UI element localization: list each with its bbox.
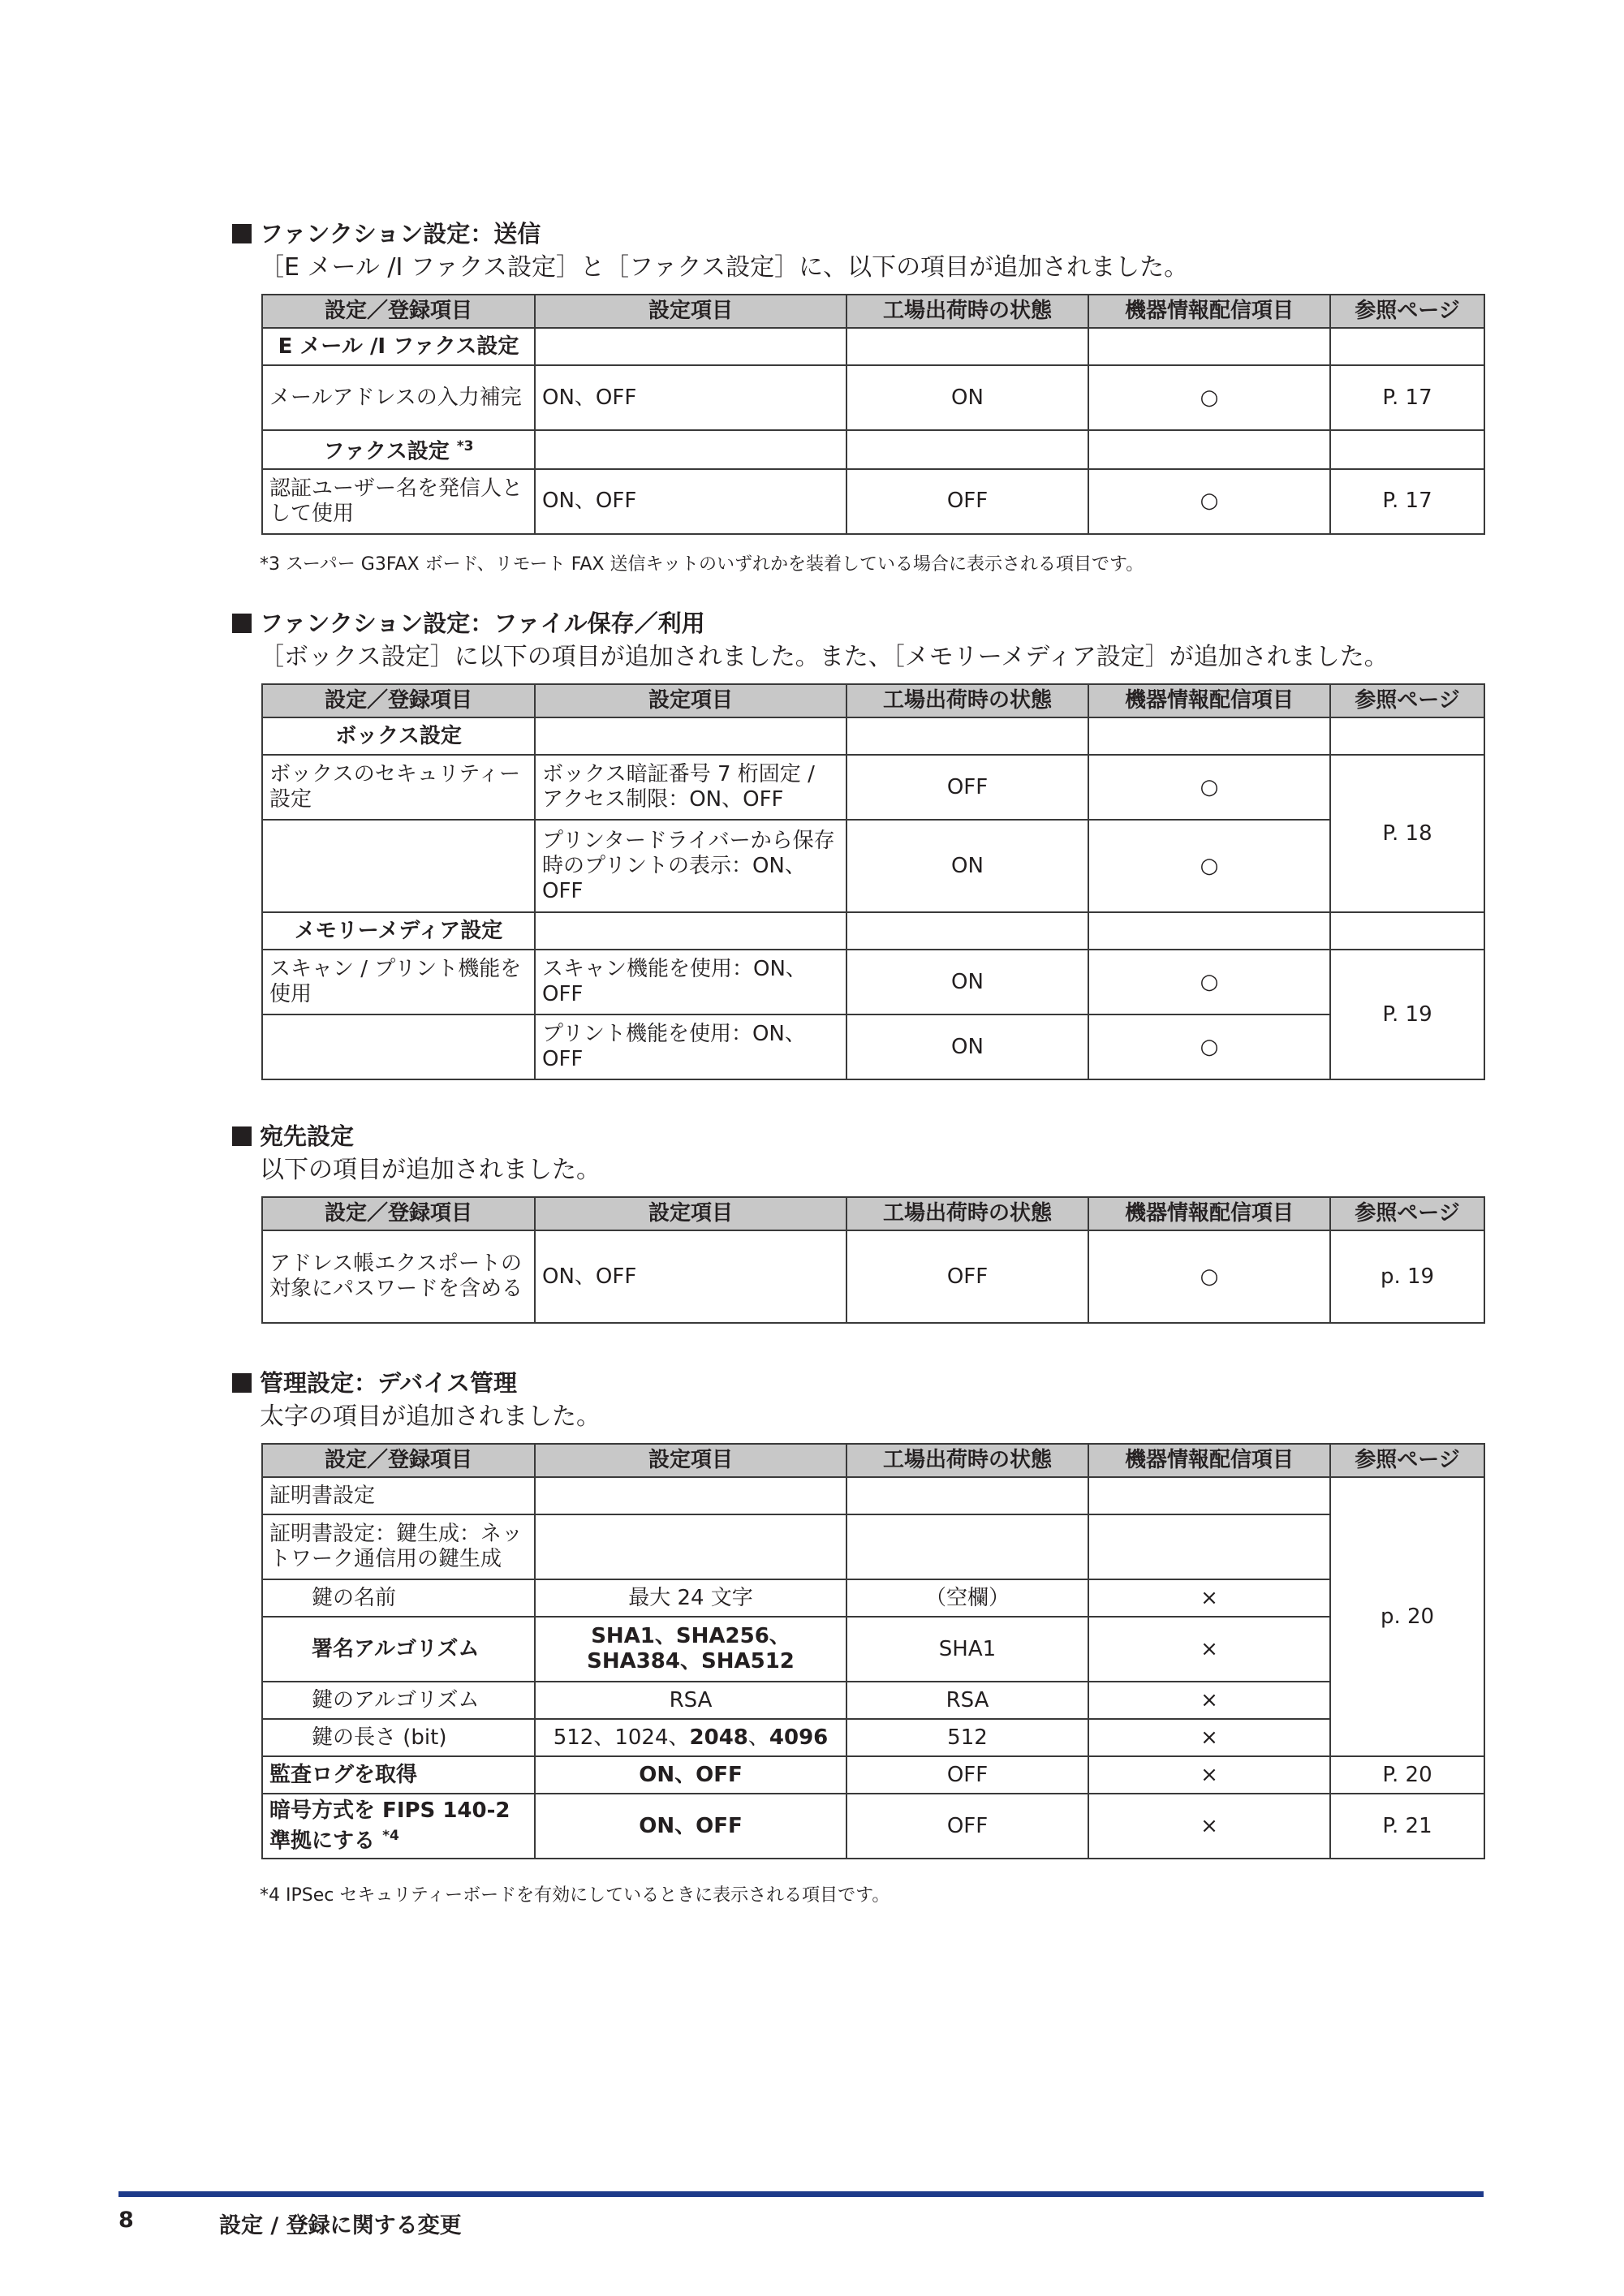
section-description: 太字の項目が追加されました。 xyxy=(260,1402,601,1431)
footer-rule xyxy=(118,2191,1484,2197)
table-row: プリント機能を使用：ON、OFF ON ○ xyxy=(262,1014,1484,1079)
section-title: 宛先設定 xyxy=(232,1120,1482,1152)
table-row: メールアドレスの入力補完 ON、OFF ON ○ P. 17 xyxy=(262,365,1484,430)
table-row: 認証ユーザー名を発信人として使用 ON、OFF OFF ○ P. 17 xyxy=(262,469,1484,534)
page-number: 8 xyxy=(118,2208,134,2233)
section-destination xyxy=(232,1120,1482,1188)
group-row: メモリーメディア設定 xyxy=(262,912,1484,950)
square-bullet-icon xyxy=(232,614,252,633)
section-device-management xyxy=(232,1367,1482,1435)
table-row: ボックスのセキュリティー設定 ボックス暗証番号 7 桁固定 / アクセス制限：ON、OFF OFF ○ P. 18 xyxy=(262,755,1484,820)
table-row: スキャン / プリント機能を使用 スキャン機能を使用：ON、OFF ON ○ P. 19 xyxy=(262,950,1484,1014)
table-row: 証明書設定 p. 20 xyxy=(262,1477,1484,1514)
section-description: 以下の項目が追加されました。 xyxy=(260,1156,601,1184)
table-send: 設定／登録項目 設定項目 工場出荷時の状態 機器情報配信項目 参照ページ E メール /I ファクス設定 メールアドレスの入力補完 ON、OFF ON ○ P. 17 ファクス設定 $^{*3}$ 認証ユーザー名を発信人として使用 ON、OFF OFF ○ P. 17 xyxy=(261,294,1485,535)
table-row: アドレス帳エクスポートの対象にパスワードを含める ON、OFF OFF ○ p. 19 xyxy=(262,1230,1484,1323)
table-file-storage: 設定／登録項目 設定項目 工場出荷時の状態 機器情報配信項目 参照ページ ボックス設定 ボックスのセキュリティー設定 ボックス暗証番号 7 桁固定 / アクセス制限：ON、OFF OFF ○ P. 18 プリンタードライバーから保存時のプリントの表示：ON、OFF ON ○ メモリーメディア設定 スキャン / プリント機能を使用 スキャン機能を使用：ON、OFF ON ○ P. 19 プリント機能を使用：ON、OFF ON ○ xyxy=(261,683,1485,1080)
table-row: 鍵の名前 最大 24 文字 （空欄） × xyxy=(262,1579,1484,1617)
group-row: ファクス設定 $^{*3}$ xyxy=(262,430,1484,469)
section-title: ファンクション設定：送信 xyxy=(232,218,1482,250)
square-bullet-icon xyxy=(232,1126,252,1146)
square-bullet-icon xyxy=(232,224,252,243)
table-destination: 設定／登録項目 設定項目 工場出荷時の状態 機器情報配信項目 参照ページ アドレス帳エクスポートの対象にパスワードを含める ON、OFF OFF ○ p. 19 xyxy=(261,1196,1485,1324)
square-bullet-icon xyxy=(232,1373,252,1393)
table-row: 鍵の長さ (bit) 512、1024、2048、4096 512 × xyxy=(262,1719,1484,1756)
table-row: 証明書設定：鍵生成：ネットワーク通信用の鍵生成 xyxy=(262,1514,1484,1579)
section-title: 管理設定：デバイス管理 xyxy=(232,1367,1482,1399)
group-row: ボックス設定 xyxy=(262,717,1484,755)
group-row: E メール /I ファクス設定 xyxy=(262,328,1484,365)
table-row: 署名アルゴリズム SHA1、SHA256、SHA384、SHA512 SHA1 × xyxy=(262,1617,1484,1682)
table-row: プリンタードライバーから保存時のプリントの表示：ON、OFF ON ○ xyxy=(262,820,1484,912)
table-row: 鍵のアルゴリズム RSA RSA × xyxy=(262,1682,1484,1719)
section-title: ファンクション設定：ファイル保存／利用 xyxy=(232,607,1482,640)
table-device-management: 設定／登録項目 設定項目 工場出荷時の状態 機器情報配信項目 参照ページ 証明書設定 p. 20 証明書設定：鍵生成：ネットワーク通信用の鍵生成 鍵の名前 最大 24 文字 （空欄） × 署名アルゴリズム SHA1、SHA256、SHA384、SHA512 SHA1 × 鍵のアルゴリズム RSA RSA × 鍵の長さ (bit) 512、1024、2048、4096 512 × 監査ログを取得 ON、OFF OFF × P. 20 暗号方式を FIPS 140-2 準拠にする $^{*4}$ ON、OFF OFF × P. 21 xyxy=(261,1443,1485,1859)
table-row: 監査ログを取得 ON、OFF OFF × P. 20 xyxy=(262,1756,1484,1794)
section-description: ［ボックス設定］に以下の項目が追加されました。また、［メモリーメディア設定］が追加されました。 xyxy=(260,643,1389,671)
section-description: ［E メール /I ファクス設定］と［ファクス設定］に、以下の項目が追加されました。 xyxy=(260,253,1189,282)
footnote: *4 IPSec セキュリティーボードを有効にしているときに表示される項目です。 xyxy=(260,1885,890,1906)
footnote: *3 スーパー G3FAX ボード、リモート FAX 送信キットのいずれかを装着している場合に表示される項目です。 xyxy=(260,554,1144,575)
section-send xyxy=(232,218,1482,286)
section-file-storage xyxy=(232,607,1482,675)
table-row: 暗号方式を FIPS 140-2 準拠にする $^{*4}$ ON、OFF OFF × P. 21 xyxy=(262,1794,1484,1859)
footer-title: 設定 / 登録に関する変更 xyxy=(219,2213,462,2238)
